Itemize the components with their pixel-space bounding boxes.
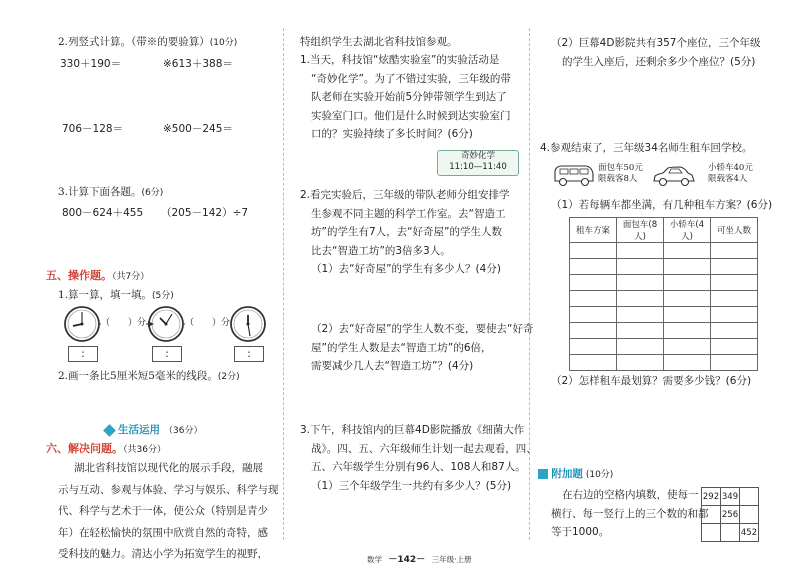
table-cell[interactable] xyxy=(711,291,758,307)
op-q1-heading: 1.算一算，填一填。(5分) xyxy=(58,289,174,301)
q3-text: 3.下午，科技馆内的巨幕4D影院播放《细菌大作 战》。四、五、六年级师生计划一起去观看，四、 五、六年级学生分别有96人、108人和87人。 （1）三个年级学生一共约有多少人？(5分) xyxy=(300,424,537,492)
table-header: 面包车(8人) xyxy=(617,218,664,243)
grid-cell[interactable] xyxy=(702,506,721,524)
table-cell[interactable] xyxy=(570,275,617,291)
calc-500: ※500－245＝ xyxy=(163,123,233,135)
grid-cell[interactable] xyxy=(740,488,759,506)
table-row xyxy=(570,339,758,355)
grid-cell[interactable] xyxy=(740,506,759,524)
table-cell[interactable] xyxy=(617,291,664,307)
time-box-1[interactable]: : xyxy=(68,346,98,362)
clock-blank-2: （ ）分 xyxy=(185,315,230,328)
clock-1 xyxy=(65,307,99,341)
q3-heading: 3.计算下面各题。(6分) xyxy=(58,186,164,198)
table-cell[interactable] xyxy=(617,307,664,323)
life-banner: 生活运用 （36分） xyxy=(105,422,202,437)
bonus-heading: 附加题 (10分) xyxy=(538,466,613,481)
table-cell[interactable] xyxy=(664,243,711,259)
q2-2-text: （2）去“好奇屋”的学生人数不变，要使去“好奇 屋”的学生人数是去“智造工坊”的6倍， 需要减少几人去“智造工坊”？(4分) xyxy=(311,323,534,372)
magic-grid xyxy=(701,487,759,542)
table-cell[interactable] xyxy=(711,275,758,291)
table-header: 可坐人数 xyxy=(711,218,758,243)
minibus-label: 面包车50元 限载客8人 xyxy=(598,163,643,184)
page-footer: 数学 －142－ 三年级·上册 xyxy=(367,555,472,565)
expr-2: （205－142）÷7 xyxy=(161,207,249,219)
table-header: 租车方案 xyxy=(570,218,617,243)
q4-1-text: （1）若每辆车都坐满，有几种租车方案？(6分) xyxy=(551,199,773,211)
table-row xyxy=(570,323,758,339)
expr-1: 800－624＋455 xyxy=(62,207,144,219)
table-cell[interactable] xyxy=(664,259,711,275)
table-row xyxy=(570,259,758,275)
grid-cell[interactable]: 292 xyxy=(702,488,721,506)
q4-heading: 4.参观结束了，三年级34名师生租车回学校。 xyxy=(540,142,753,154)
calc-330: 330＋190＝ xyxy=(60,58,122,70)
bonus-text: 在右边的空格内填数，使每一 横行、每一竖行上的三个数的和都 等于1000。 xyxy=(551,489,709,538)
q3-2-text: （2）巨幕4D影院共有357个座位，三个年级 的学生入座后，还剩余多少个座位？(5分) xyxy=(551,37,761,68)
table-cell[interactable] xyxy=(617,243,664,259)
table-header-row xyxy=(570,218,758,243)
intro-line: 特组织学生去湖北省科技馆参观。 xyxy=(300,36,458,48)
table-row xyxy=(570,243,758,259)
time-box-2[interactable]: : xyxy=(152,346,182,362)
bonus-tag-icon xyxy=(538,469,548,479)
table-cell[interactable] xyxy=(664,307,711,323)
grid-cell[interactable]: 452 xyxy=(740,524,759,542)
table-row xyxy=(570,275,758,291)
column-divider-left xyxy=(283,28,284,540)
table-cell[interactable] xyxy=(664,291,711,307)
table-cell[interactable] xyxy=(570,307,617,323)
table-cell[interactable] xyxy=(711,259,758,275)
table-cell[interactable] xyxy=(570,355,617,371)
table-row xyxy=(570,355,758,371)
table-cell[interactable] xyxy=(664,275,711,291)
table-cell[interactable] xyxy=(711,243,758,259)
car-label: 小轿车40元 限载客4人 xyxy=(708,163,753,184)
time-box-3[interactable]: : xyxy=(234,346,264,362)
grid-cell[interactable] xyxy=(702,524,721,542)
experiment-sign: 奇妙化学 11:10—11:40 xyxy=(437,150,519,176)
section5-heading: 五、操作题。（共7分） xyxy=(46,269,150,282)
rental-table xyxy=(569,217,758,371)
table-row xyxy=(570,291,758,307)
table-cell[interactable] xyxy=(664,355,711,371)
table-cell[interactable] xyxy=(570,243,617,259)
table-cell[interactable] xyxy=(664,323,711,339)
grid-cell[interactable]: 256 xyxy=(721,506,740,524)
table-cell[interactable] xyxy=(711,323,758,339)
table-cell[interactable] xyxy=(617,259,664,275)
table-cell[interactable] xyxy=(617,339,664,355)
table-cell[interactable] xyxy=(664,339,711,355)
calc-706: 706－128＝ xyxy=(62,123,124,135)
op-q2-heading: 2.画一条比5厘米短5毫米的线段。(2分) xyxy=(58,370,240,382)
car-icon xyxy=(652,164,696,188)
table-cell[interactable] xyxy=(570,291,617,307)
table-cell[interactable] xyxy=(711,355,758,371)
calc-613: ※613＋388＝ xyxy=(163,58,233,70)
minibus-icon xyxy=(552,163,596,189)
grid-cell[interactable] xyxy=(721,524,740,542)
section6-heading: 六、解决问题。（共36分） xyxy=(46,442,166,455)
q1-text: 1.当天，科技馆“炫酷实验室”的实验活动是 “奇妙化学”。为了不错过实验，三年级的带 队老师在实验开始前5分钟带领学生到达了 实验室门口。他们是什么时候到达实验室门 口的？实验持续了多长时间？(6分) xyxy=(300,54,511,140)
table-cell[interactable] xyxy=(570,259,617,275)
clock-3 xyxy=(231,307,265,341)
clock-blank-1: （ ）分 xyxy=(101,315,146,328)
grid-cell[interactable]: 349 xyxy=(721,488,740,506)
table-cell[interactable] xyxy=(617,355,664,371)
clock-2 xyxy=(149,307,183,341)
table-cell[interactable] xyxy=(711,307,758,323)
table-header: 小轿车(4人) xyxy=(664,218,711,243)
table-cell[interactable] xyxy=(711,339,758,355)
table-cell[interactable] xyxy=(617,323,664,339)
table-cell[interactable] xyxy=(570,323,617,339)
q4-2-text: （2）怎样租车最划算？需要多少钱？(6分) xyxy=(551,375,752,387)
table-cell[interactable] xyxy=(570,339,617,355)
q2-heading: 2.列竖式计算。（带※的要验算）(10分) xyxy=(58,36,238,48)
book-icon xyxy=(103,424,116,437)
clock-diagram xyxy=(62,305,272,345)
passage: 湖北省科技馆以现代化的展示手段，融展 示与互动、参观与体验、学习与娱乐、科学与现 代、科学与艺术于一体，使公众（特别是青少 年）在轻松愉快的氛围中欣赏自然的奇特，感 受科技的魅力。清达小学为拓宽学生的视野， xyxy=(58,462,279,560)
table-cell[interactable] xyxy=(617,275,664,291)
table-row xyxy=(570,307,758,323)
q2-text: 2.看完实验后，三年级的带队老师分组安排学 生参观不同主题的科学工作室。去“智造工 坊”的学生有7人，去“好奇屋”的学生人数 比去“智造工坊”的3倍多3人。 （1）去“好奇屋”的学生有多少人？(4分) xyxy=(300,189,510,275)
